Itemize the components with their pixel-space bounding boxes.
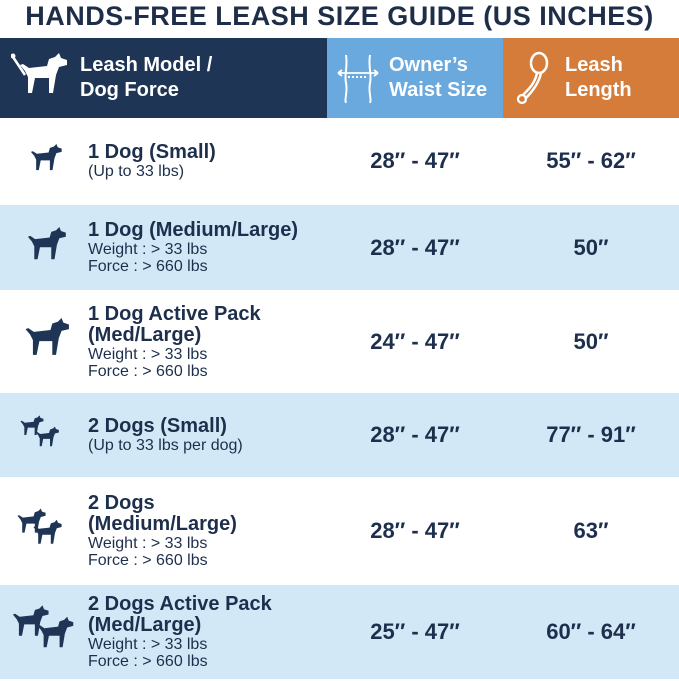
row-name-line1: 1 Dog Active Pack [88,302,261,325]
header-col3-line1: Leash [565,54,623,76]
waist-value: 28′′ - 47′′ [327,204,503,291]
waist-value: 25′′ - 47′′ [327,584,503,680]
row-detail1: Weight : > 33 lbs [88,535,208,552]
table-row [0,584,679,680]
leash-icon [503,51,565,105]
length-value: 50′′ [503,291,679,392]
size-table [0,38,679,681]
large-dog-icon [0,318,88,366]
row-detail1: Weight : > 33 lbs [88,345,208,363]
row-name-line1: 1 Dog (Medium/Large) [88,219,299,241]
length-value: 55′′ - 62′′ [503,118,679,204]
header-col1-line1: Leash Model / [80,54,213,76]
two-small-dogs-icon [0,415,88,455]
waist-value: 28′′ - 47′′ [327,118,503,204]
header-col2-line1: Owner’s [389,54,468,76]
two-medium-dogs-icon [0,507,88,555]
header-leash-length [503,38,679,118]
row-name-line2: (Medium/Large) [88,513,237,535]
length-value: 60′′ - 64′′ [503,584,679,680]
header-leash-model [0,38,327,118]
header-col2-line2: Waist Size [389,79,488,101]
row-detail1: Weight : > 33 lbs [88,636,208,653]
header-row [0,38,679,118]
row-name-line2: (Med/Large) [88,614,202,636]
waist-value: 28′′ - 47′′ [327,478,503,584]
header-waist-size [327,38,503,118]
row-detail2: Force : > 660 lbs [88,362,208,380]
length-value: 63′′ [503,478,679,584]
dog-on-leash-icon [0,51,80,105]
row-detail1: (Up to 33 lbs per dog) [88,437,243,454]
header-col1-line2: Dog Force [80,79,179,101]
row-name-line1: 2 Dogs Active Pack [88,593,272,615]
row-detail2: Force : > 660 lbs [88,258,208,275]
medium-dog-icon [0,227,88,269]
table-row [0,478,679,584]
waist-value: 28′′ - 47′′ [327,392,503,478]
small-dog-icon [0,144,88,178]
two-large-dogs-icon [0,604,88,660]
table-row [0,118,679,204]
row-detail1: Weight : > 33 lbs [88,241,208,258]
row-name-line1: 2 Dogs (Small) [88,415,227,437]
table-row [0,204,679,291]
row-name-line1: 1 Dog (Small) [88,140,216,163]
waist-measure-icon [327,53,389,103]
row-detail2: Force : > 660 lbs [88,552,208,569]
row-name-line2: (Med/Large) [88,323,202,346]
row-detail1: (Up to 33 lbs) [88,162,185,180]
table-row [0,392,679,478]
page-title: HANDS-FREE LEASH SIZE GUIDE (US INCHES) [25,1,654,31]
table-row [0,291,679,392]
row-name-line1: 2 Dogs [88,492,155,514]
waist-value: 24′′ - 47′′ [327,291,503,392]
length-value: 77′′ - 91′′ [503,392,679,478]
row-detail2: Force : > 660 lbs [88,653,208,670]
header-col3-line2: Length [565,79,632,101]
length-value: 50′′ [503,204,679,291]
